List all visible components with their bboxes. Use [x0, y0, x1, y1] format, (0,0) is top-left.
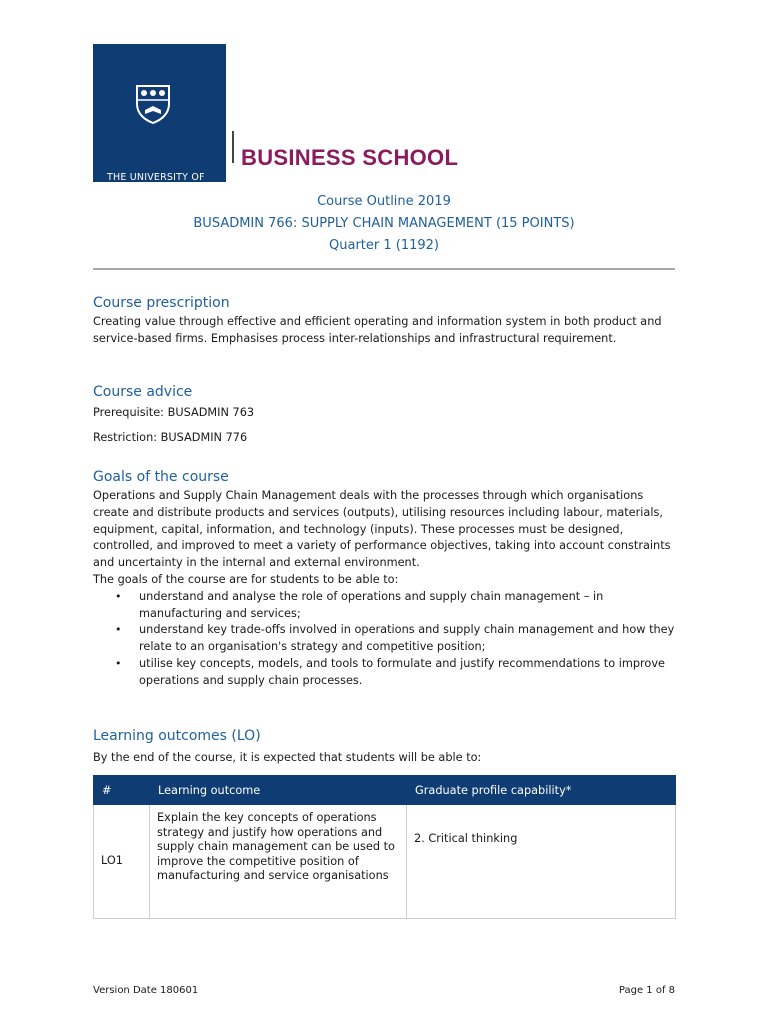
course-name-title: BUSADMIN 766: SUPPLY CHAIN MANAGEMENT (15 POINTS) [193, 216, 575, 231]
document-title [93, 192, 675, 258]
page-number: Page 1 of 8 [618, 985, 675, 996]
column-header: Graduate profile capability* [407, 776, 676, 805]
table-row [94, 805, 676, 919]
table-header-row [94, 776, 676, 805]
lo-id: LO1 [94, 805, 150, 919]
learning-outcomes-table [93, 775, 676, 919]
logo-text-university-of: THE UNIVERSITY OF [107, 172, 205, 183]
university-logo [93, 44, 226, 215]
prescription-text: Creating value through effective and efficient operating and information system in both product and service-based firms. Emphasises process inter-relationships and infrastructural requirement. [93, 315, 662, 345]
goals-list [93, 589, 678, 690]
lo-outcome: Explain the key concepts of operations strategy and justify how operations and supply chain management can be used to improve the competitive position of manufacturing and service organisations [150, 805, 407, 919]
outcomes-intro: By the end of the course, it is expected that students will be able to: [93, 751, 482, 764]
advice-heading: Course advice [93, 384, 193, 400]
crest-icon [135, 84, 171, 124]
restriction-text: Restriction: BUSADMIN 776 [93, 431, 248, 444]
outcomes-heading: Learning outcomes (LO) [93, 728, 261, 744]
logo-text-new-zealand: NEW ZEALAND [112, 207, 192, 215]
course-outline-title: Course Outline 2019 [317, 194, 451, 209]
goals-body [93, 488, 678, 690]
goal-item: • utilise key concepts, models, and tools to formulate and justify recommendations to improve operations and supply chain processes. [93, 656, 678, 690]
school-name: BUSINESS SCHOOL [241, 145, 459, 170]
column-header: Learning outcome [150, 776, 407, 805]
goal-item: • understand key trade-offs involved in operations and supply chain management and how they relate to an organisation's strategy and competitive position; [93, 622, 678, 656]
logo-text-maori-name: Te Whare Wānanga o Tāmaki Makaurau [107, 199, 203, 204]
goals-heading: Goals of the course [93, 469, 229, 485]
goal-item: • understand and analyse the role of operations and supply chain management – in manufacturing and services; [93, 589, 678, 623]
header-divider [232, 131, 234, 163]
title-rule [93, 268, 675, 270]
version-date: Version Date 180601 [93, 985, 199, 996]
goals-text: Operations and Supply Chain Management deals with the processes through which organisations create and distribute products and services (outputs), utilising resources including labour, materials, equipment, capital, information, and technology (inputs). These processes must be designed, controlled, and improved to meet a variety of performance objectives, taking into account constraints and uncertainty in the internal and external environment. [93, 489, 671, 570]
prerequisite-text: Prerequisite: BUSADMIN 763 [93, 406, 255, 419]
quarter-title: Quarter 1 (1192) [329, 238, 439, 253]
logo-text-auckland: AUCKLAND [107, 183, 196, 199]
column-header: # [94, 776, 150, 805]
lo-capability: 2. Critical thinking [407, 805, 676, 919]
prescription-heading: Course prescription [93, 295, 230, 311]
goals-intro: The goals of the course are for students to be able to: [93, 572, 399, 586]
